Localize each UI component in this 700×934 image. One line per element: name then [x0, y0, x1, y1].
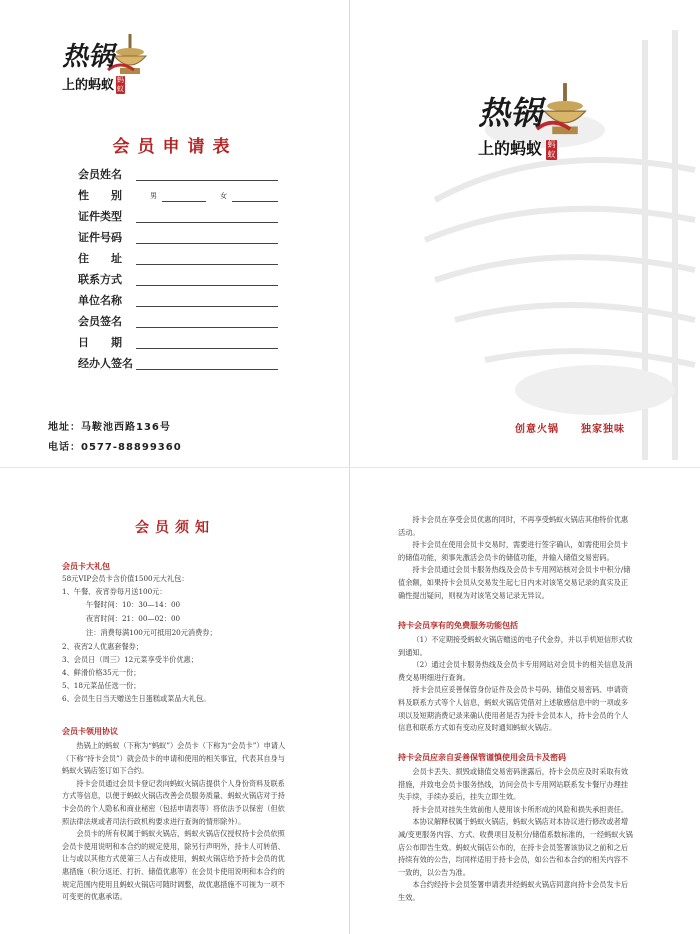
free-service-heading: 持卡会员享有的免费服务功能包括: [398, 621, 518, 630]
field-member-name[interactable]: [78, 166, 278, 184]
safekeeping-paragraph: 持卡会员对挂失生效前他人使用该卡所形成的风险和损失承担责任。: [412, 804, 629, 814]
free-service-text: [398, 634, 634, 735]
agreement-paragraph: 会员卡的所有权属于蚂蚁火锅店，蚂蚁火锅店仅授权持卡会员依照会员卡使用说明和本合约的规定使用，除另行声明外，持卡人可转借、让与或以其他方式使第三人占有或使用，蚂蚁火锅店给予持卡会员的优惠措施（积分返还、打折、储值优惠等）在会员卡使用说明和本合约的规定范围内使用且蚂蚁火锅店可随时调整，故优惠措施不可视为一项不可变更的优惠承诺。: [62, 829, 285, 902]
field-underline: [136, 243, 278, 244]
agreement-heading: 会员卡领用协议: [62, 727, 118, 736]
fold-line-horizontal: [0, 467, 700, 468]
field-address[interactable]: [78, 250, 278, 268]
gender-male-label: 男: [150, 192, 157, 200]
cover-brand-logo: [478, 78, 618, 168]
gift-line: 午餐时间：10：30—14：00: [86, 600, 181, 609]
field-underline: [136, 264, 278, 265]
gift-line: 58元VIP会员卡含价值1500元大礼包：: [62, 574, 189, 583]
field-gender[interactable]: [78, 187, 278, 205]
gift-line: 夜宵时间：21：00—02：00: [86, 614, 181, 623]
field-label: 证件类型: [78, 210, 122, 223]
field-underline: [136, 222, 278, 223]
cover-logo-calligraphy: 热锅: [478, 94, 543, 132]
cover-logo-seal: 蚂蚁: [547, 140, 556, 159]
gender-female-label: 女: [220, 192, 227, 200]
field-label: 证件号码: [78, 231, 122, 244]
right-intro-text: [398, 514, 634, 602]
gift-heading: 会员卡大礼包: [62, 562, 110, 571]
field-label: 会员签名: [78, 315, 122, 328]
gift-line: 2、夜宵2人优惠套餐券；: [62, 642, 144, 651]
agreement-text: [62, 740, 286, 904]
logo-seal: 蚂蚁: [117, 76, 124, 93]
notice-title: 会员须知: [135, 520, 215, 536]
field-contact[interactable]: [78, 271, 278, 289]
field-label: 性 别: [78, 189, 122, 202]
field-underline: [136, 306, 278, 307]
safekeeping-paragraph: 本协议解释权属于蚂蚁火锅店，蚂蚁火锅店对本协议进行修改或者增减/变更服务内容、方式、收费项目及积分/储值系数标准的，一经蚂蚁火锅店公布即告生效。蚂蚁火锅店公布的，在持卡会员签署该协议之前和之后持续有效的公告，均同样适用于持卡会员，如公告和本合约的相关内容不一致的，以公告为准。: [398, 817, 633, 877]
agreement-paragraph: 持卡会员通过会员卡登记表向蚂蚁火锅店提供个人身份资料及联系方式等信息，以便于蚂蚁火锅店改善会员服务质量、蚂蚁火锅店对于持卡会员的个人隐私和商业秘密（包括申请表等）将依法予以保密（但依照法律法规或者司法行政机构要求进行查询的情形除外）。: [62, 778, 285, 826]
intro-paragraph: 持卡会员在享受会员优惠的同时，不再享受蚂蚁火锅店其他特价优惠活动。: [398, 515, 629, 537]
brand-logo: [62, 28, 172, 98]
field-label: 住 址: [78, 252, 122, 265]
field-id-number[interactable]: [78, 229, 278, 247]
field-underline: [136, 348, 278, 349]
field-label: 日 期: [78, 336, 122, 349]
safekeeping-paragraph: 会员卡丢失、损毁或储值交易密码泄露后，持卡会员应及时采取有效措施，并致电会员卡服务热线，访问会员卡专用网站联系发卡餐厅办理挂失手续，手续办妥后，挂失立即生效。: [398, 767, 629, 802]
intro-paragraph: 持卡会员在使用会员卡交易时，需要进行签字确认，如需使用会员卡的储值功能，须事先激活会员卡的储值功能，并输入储值交易密码。: [398, 540, 629, 562]
field-id-type[interactable]: [78, 208, 278, 226]
intro-paragraph: 持卡会员通过会员卡服务热线及会员卡专用网站核对会员卡中积分/储值余额，如果持卡会员从交易发生起七日内未对该笔交易记录的真实及正确性提出疑问，则视为对该笔交易记录无异议。: [398, 565, 631, 600]
gift-line: 1、午餐、夜宵券每月送100元：: [62, 587, 167, 596]
safekeeping-text: [398, 766, 634, 905]
logo-calligraphy: 热锅: [62, 42, 115, 72]
form-title: 会员申请表: [112, 137, 238, 157]
field-company[interactable]: [78, 292, 278, 310]
free-service-paragraph: （2）通过会员卡服务热线及会员卡专用网站对会员卡的相关信息及消费交易明细进行查询。: [398, 660, 633, 682]
field-underline: [136, 285, 278, 286]
agreement-paragraph: 热锅上的蚂蚁（下称为“蚂蚁”）会员卡（下称为“会员卡”）申请人（下称“持卡会员”）就会员卡的申请和使用的相关事宜，代表其自身与蚂蚁火锅店签订如下合约。: [62, 741, 286, 776]
logo-subtitle: 上的蚂蚁: [62, 78, 115, 93]
field-date[interactable]: [78, 334, 278, 352]
gender-female-underline: [232, 201, 278, 202]
gender-male-underline: [162, 201, 206, 202]
store-phone: 电话：0577-88899360: [48, 442, 182, 453]
field-label: 会员姓名: [78, 168, 122, 181]
field-handler-signature[interactable]: [78, 355, 278, 373]
free-service-paragraph: 持卡会员应妥善保管身份证件及会员卡号码、储值交易密码、申请资料及联系方式等个人信息，蚂蚁火锅店凭借对上述敏感信息中的一项或多项以及短期消费记录来确认使用者是否为持卡会员本人，持卡会员的个人信息和联系方式如有变动应及时通知蚂蚁火锅店。: [398, 685, 629, 733]
field-label: 单位名称: [78, 294, 122, 307]
field-underline: [136, 369, 278, 370]
safekeeping-paragraph: 本合约经持卡会员签署申请表并经蚂蚁火锅店同意向持卡会员发卡后生效。: [398, 880, 629, 902]
field-underline: [136, 327, 278, 328]
gift-line: 注：消费每满100元可抵用20元消费券；: [86, 628, 217, 637]
cover-logo-subtitle: 上的蚂蚁: [478, 139, 543, 158]
free-service-paragraph: （1）不定期接受蚂蚁火锅店赠送的电子代金券，并以手机短信形式收到通知。: [398, 635, 633, 657]
field-label: 联系方式: [78, 273, 122, 286]
gift-line: 6、会员生日当天赠送生日蛋糕或菜品大礼包。: [62, 694, 211, 703]
safekeeping-heading: 持卡会员应亲自妥善保管谨慎使用会员卡及密码: [398, 753, 566, 762]
field-label: 经办人签名: [78, 357, 133, 370]
store-address: 地址：马鞍池西路136号: [48, 422, 171, 433]
gift-line: 5、18元菜品任选一份；: [62, 681, 141, 690]
gift-line: 3、会员日（周三）12元菜享受半价优惠；: [62, 655, 198, 664]
cover-slogan: 创意火锅 独家独味: [515, 424, 625, 435]
field-member-signature[interactable]: [78, 313, 278, 331]
field-underline: [136, 180, 278, 181]
gift-line: 4、鲜滑价格35元一份；: [62, 668, 141, 677]
